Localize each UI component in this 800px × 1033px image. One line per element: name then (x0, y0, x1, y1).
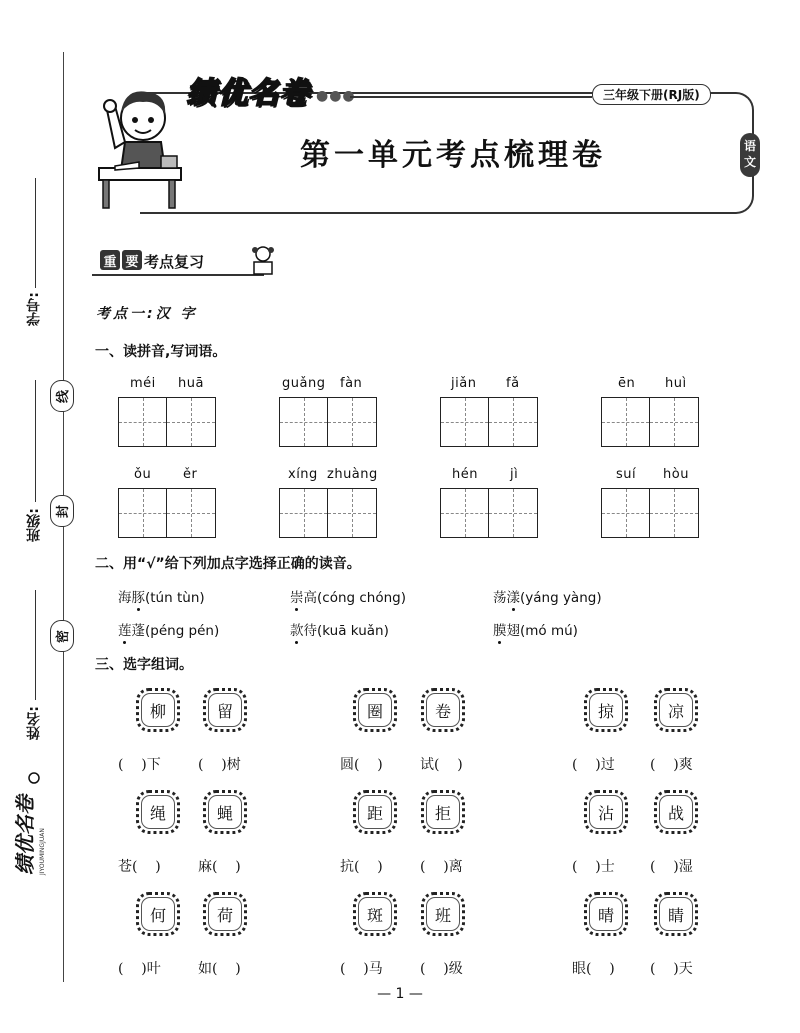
section-2-heading: 二、用“√”给下列加点字选择正确的读音。 (95, 556, 361, 572)
pron-options[interactable]: (kuā kuǎn) (317, 623, 389, 639)
char-choice: 荷 (203, 892, 247, 936)
student-id-label: 学号: (26, 292, 42, 326)
pron-options[interactable]: (yáng yàng) (520, 590, 602, 606)
char-choice: 圈 (353, 688, 397, 732)
pron-options[interactable]: (mó mú) (520, 623, 578, 639)
pinyin-7a: hén (452, 467, 478, 482)
pron-options[interactable]: (péng pén) (145, 623, 220, 639)
seal-seal-mark: 封 (50, 495, 74, 527)
char-choice: 留 (203, 688, 247, 732)
phrase-blank[interactable]: ( )过 (572, 757, 615, 773)
pron-item-6: 膜翅(mó mú) (493, 619, 578, 639)
pinyin-7b: jì (510, 467, 519, 482)
char-choice: 斑 (353, 892, 397, 936)
subject-char-1: 语 (743, 139, 756, 154)
char-choice: 凉 (654, 688, 698, 732)
seal-line-mark: 线 (50, 380, 74, 412)
phrase-blank[interactable]: 麻( ) (198, 859, 241, 875)
class-label: 班级: (26, 508, 42, 542)
pinyin-1b: huā (178, 376, 204, 391)
pron-item-1: 海豚(tún tùn) (118, 586, 205, 606)
phrase-blank[interactable]: 圆( ) (340, 757, 383, 773)
page-number: — 1 — (377, 986, 423, 1002)
pron-item-3: 荡漾(yáng yàng) (493, 586, 602, 606)
pinyin-5b: ěr (183, 467, 198, 482)
writing-grid[interactable] (601, 488, 699, 538)
section-1-heading: 一、读拼音,写词语。 (95, 344, 227, 360)
pron-options[interactable]: (tún tùn) (145, 590, 205, 606)
writing-grid[interactable] (279, 488, 377, 538)
pinyin-8a: suí (616, 467, 637, 482)
student-id-line (35, 178, 36, 288)
writing-grid[interactable] (440, 397, 538, 447)
writing-grid[interactable] (440, 488, 538, 538)
pinyin-2b: fàn (340, 376, 363, 391)
student-mascot-icon (95, 70, 190, 210)
pinyin-8b: hòu (663, 467, 689, 482)
writing-grid[interactable] (118, 488, 216, 538)
char-choice: 睛 (654, 892, 698, 936)
phrase-blank[interactable]: 眼( ) (572, 961, 615, 977)
subject-char-2: 文 (743, 155, 756, 169)
banner-tag-1: 重 (100, 250, 120, 270)
phrase-blank[interactable]: ( )树 (198, 757, 241, 773)
subject-badge (740, 133, 760, 177)
char-choice: 拒 (421, 790, 465, 834)
char-choice: 绳 (136, 790, 180, 834)
phrase-blank[interactable]: 如( ) (198, 961, 241, 977)
name-line (35, 590, 36, 700)
kaodian-1-heading: 考点一:汉 字 (96, 306, 198, 322)
phrase-blank[interactable]: ( )湿 (650, 859, 693, 875)
phrase-blank[interactable]: ( )叶 (118, 961, 161, 977)
seal-secret-mark: 密 (50, 620, 74, 652)
pron-item-2: 崇高(cóng chóng) (290, 586, 406, 606)
brand-logo-vertical (12, 770, 48, 880)
pron-item-4: 莲蓬(péng pén) (118, 619, 219, 639)
char-choice: 掠 (584, 688, 628, 732)
char-choice: 蝇 (203, 790, 247, 834)
pinyin-4b: huì (665, 376, 687, 391)
phrase-blank[interactable]: ( )离 (420, 859, 463, 875)
pinyin-1a: méi (130, 376, 156, 391)
writing-grid[interactable] (118, 397, 216, 447)
girl-icon (250, 244, 276, 278)
pinyin-3b: fǎ (506, 376, 520, 391)
pinyin-3a: jiǎn (451, 376, 477, 391)
char-choice: 距 (353, 790, 397, 834)
writing-grid[interactable] (601, 397, 699, 447)
header-dots: ●●● (316, 88, 356, 104)
phrase-blank[interactable]: ( )爽 (650, 757, 693, 773)
pinyin-2a: guǎng (282, 376, 326, 391)
phrase-blank[interactable]: 试( ) (420, 757, 463, 773)
phrase-blank[interactable]: ( )天 (650, 961, 693, 977)
section-banner (92, 242, 277, 282)
char-choice: 何 (136, 892, 180, 936)
pron-options[interactable]: (cóng chóng) (317, 590, 406, 606)
phrase-blank[interactable]: ( )下 (118, 757, 161, 773)
brand-logo: 绩优名卷 (186, 76, 310, 111)
brand-logo-vertical-text: 绩优名卷 (13, 795, 37, 875)
pinyin-5a: ǒu (134, 467, 152, 482)
section-3-heading: 三、选字组词。 (95, 657, 193, 673)
page-title: 第一单元考点梳理卷 (300, 138, 606, 173)
char-choice: 柳 (136, 688, 180, 732)
char-choice: 战 (654, 790, 698, 834)
pinyin-4a: ēn (618, 376, 636, 391)
phrase-blank[interactable]: 苍( ) (118, 859, 161, 875)
class-line (35, 380, 36, 502)
pinyin-6b: zhuàng (327, 467, 378, 482)
writing-grid[interactable] (279, 397, 377, 447)
phrase-blank[interactable]: ( )级 (420, 961, 463, 977)
edition-badge: 三年级下册(RJ版) (592, 84, 711, 105)
pron-item-5: 款待(kuā kuǎn) (290, 619, 389, 639)
phrase-blank[interactable]: ( )马 (340, 961, 383, 977)
phrase-blank[interactable]: 抗( ) (340, 859, 383, 875)
phrase-blank[interactable]: ( )士 (572, 859, 615, 875)
pinyin-6a: xíng (288, 467, 318, 482)
banner-underline (92, 274, 264, 276)
char-choice: 卷 (421, 688, 465, 732)
name-label: 姓名: (26, 706, 42, 740)
char-choice: 晴 (584, 892, 628, 936)
banner-tag-2: 要 (122, 250, 142, 270)
banner-text: 考点复习 (144, 253, 205, 271)
brand-logo-vertical-pinyin: JIYOUMINGJUAN (39, 828, 46, 875)
char-choice: 班 (421, 892, 465, 936)
header-rule (350, 96, 592, 98)
char-choice: 沾 (584, 790, 628, 834)
